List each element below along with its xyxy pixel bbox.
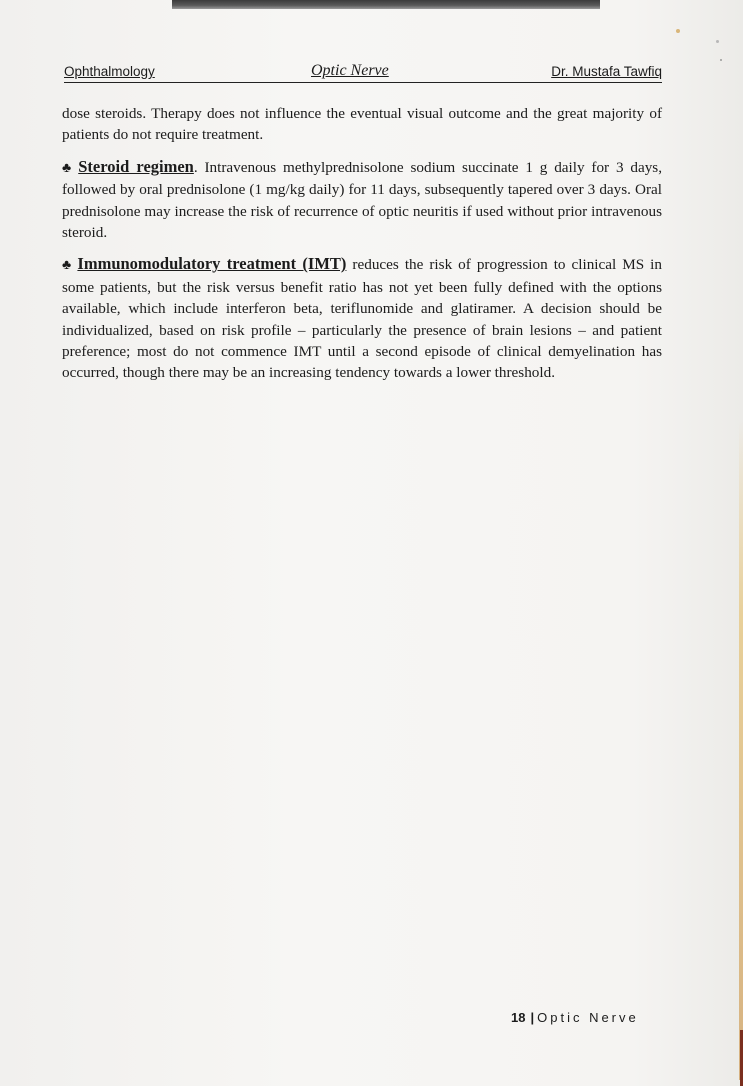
header-subject: Ophthalmology — [64, 64, 155, 79]
scan-speck — [720, 59, 722, 61]
page-edge-shadow — [739, 420, 743, 1080]
footer-title: Optic Nerve — [537, 1010, 639, 1025]
club-bullet-icon: ♣ — [62, 258, 74, 274]
page-number: 18 — [511, 1010, 526, 1025]
paragraph-steroids-outcome: dose steroids. Therapy does not influence the eventual visual outcome and the great majority of patients do not require treatment. — [62, 105, 662, 144]
steroid-regimen-text: . Intravenous methylprednisolone sodium succinate 1 g daily for 3 days, followed by oral prednisolone (1 mg/kg daily) for 11 days, subsequently tapered over 3 days. Oral prednisolone may increase the risk of recurrence of optic neuritis if used without prior intravenous steroid. — [62, 158, 663, 242]
term-imt: Immunomodulatory treatment (IMT) — [77, 254, 347, 274]
scan-speck — [716, 40, 719, 43]
paragraph-steroid-regimen — [62, 156, 662, 244]
term-steroid-regimen: Steroid regimen — [78, 156, 194, 176]
imt-text: reduces the risk of progression to clinical MS in some patients, but the risk versus benefit ratio has not yet been fully defined with the options available, which include interferon beta, teriflunomide and glatiramer. A decision should be individualized, based on risk profile – particularly the presence of brain lesions – and patient preference; most do not commence IMT until a second episode of clinical demyelination has occurred, though there may be an increasing tendency towards a lower threshold. — [62, 256, 662, 382]
page-body — [62, 103, 662, 394]
scan-binding-strip — [172, 0, 600, 9]
club-bullet-icon: ♣ — [62, 160, 75, 176]
header-chapter-title: Optic Nerve — [311, 62, 389, 79]
header-author: Dr. Mustafa Tawfiq — [551, 64, 662, 79]
scan-speck — [676, 29, 680, 33]
paragraph-imt — [62, 253, 662, 383]
page-footer — [511, 1010, 639, 1025]
footer-separator: | — [530, 1010, 535, 1025]
page-header — [64, 62, 662, 83]
